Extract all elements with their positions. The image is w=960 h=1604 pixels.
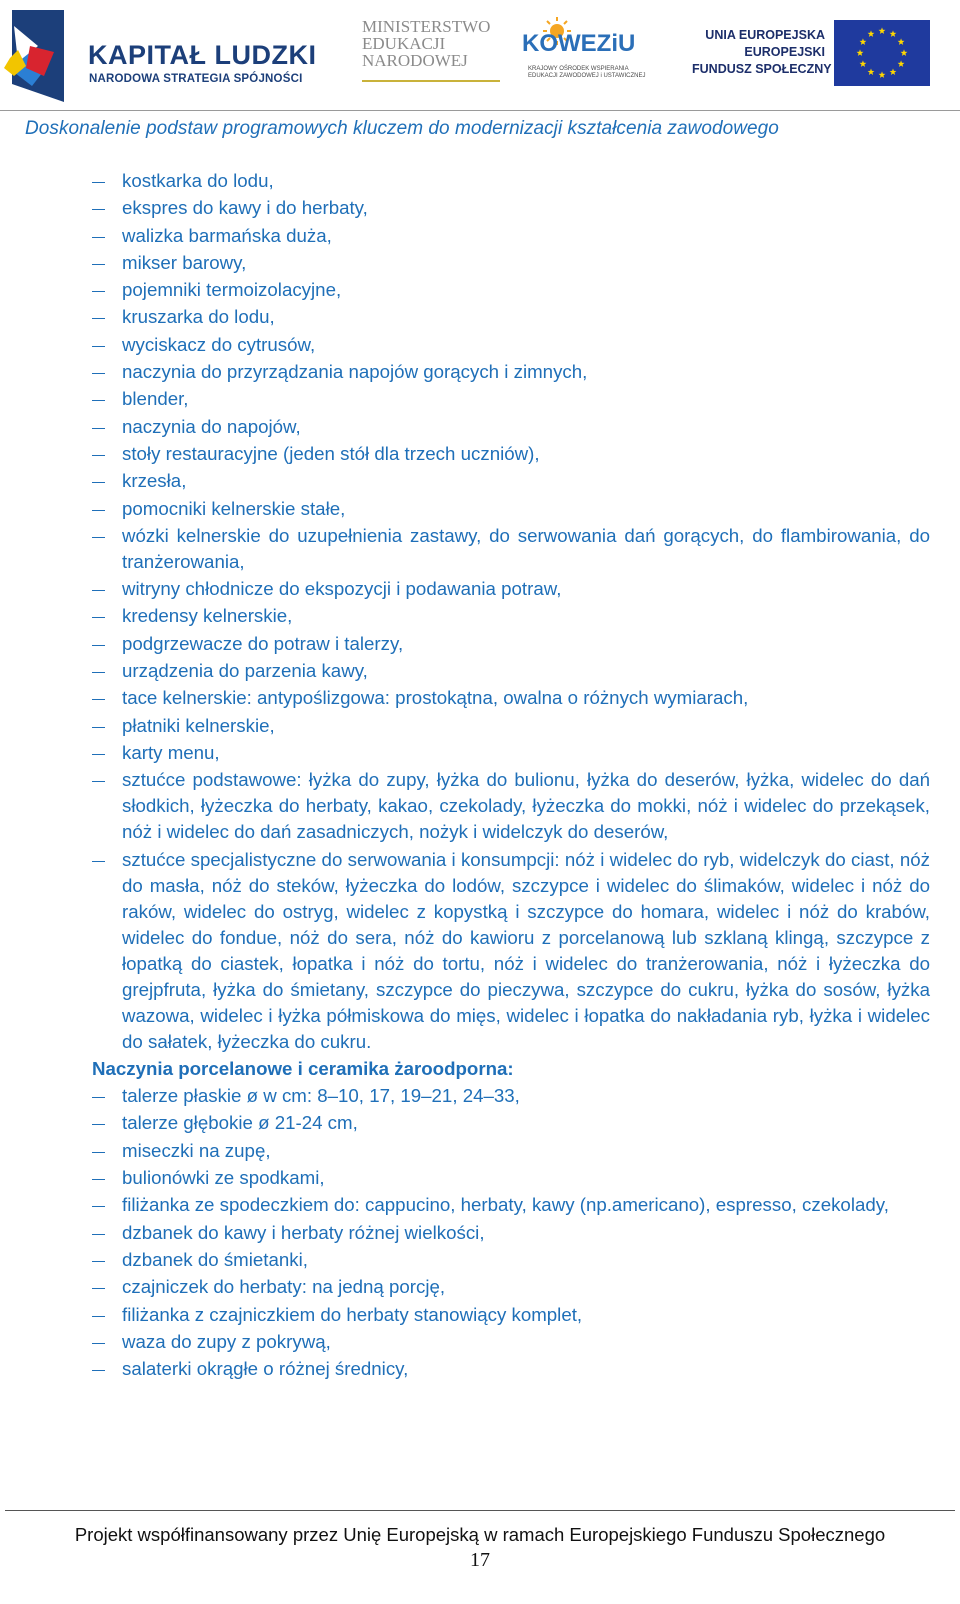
list-item-text: talerze głębokie ø 21-24 cm, xyxy=(122,1112,358,1134)
porcelain-list xyxy=(92,1083,930,1382)
list-item xyxy=(92,332,930,358)
list-item xyxy=(92,1302,930,1328)
list-item-text: bulionówki ze spodkami, xyxy=(122,1167,325,1189)
list-item-text: talerze płaskie ø w cm: 8–10, 17, 19–21, 24–33, xyxy=(122,1085,520,1107)
list-item-text: wyciskacz do cytrusów, xyxy=(122,333,316,355)
dash-bullet-icon xyxy=(92,400,105,401)
dash-bullet-icon xyxy=(92,373,105,374)
header-rule xyxy=(0,110,960,111)
dash-bullet-icon xyxy=(92,237,105,238)
list-item xyxy=(92,1356,930,1382)
ministerstwo-line2: EDUKACJI xyxy=(362,34,446,53)
list-item xyxy=(92,304,930,330)
ministerstwo-line1: MINISTERSTWO xyxy=(362,17,491,36)
list-item-text: płatniki kelnerskie, xyxy=(122,714,275,736)
dash-bullet-icon xyxy=(92,672,105,673)
dash-bullet-icon xyxy=(92,510,105,511)
header-title: Doskonalenie podstaw programowych kluczem do modernizacji kształcenia zawodowego xyxy=(25,118,779,139)
list-item-text: podgrzewacze do potraw i talerzy, xyxy=(122,632,404,654)
list-item-text: urządzenia do parzenia kawy, xyxy=(122,660,368,682)
list-item-text: krzesła, xyxy=(122,470,187,492)
list-item-text: stoły restauracyjne (jeden stół dla trzech uczniów), xyxy=(122,442,540,464)
list-item-text: kruszarka do lodu, xyxy=(122,306,275,328)
koweziu-logo xyxy=(522,20,646,92)
list-item xyxy=(92,1110,930,1136)
dash-bullet-icon xyxy=(92,1097,105,1098)
list-item-text: karty menu, xyxy=(122,741,220,763)
list-item-text: salaterki okrągłe o różnej średnicy, xyxy=(122,1358,409,1380)
dash-bullet-icon xyxy=(92,699,105,700)
list-item xyxy=(92,685,930,711)
list-item xyxy=(92,1138,930,1164)
list-item xyxy=(92,277,930,303)
list-item xyxy=(92,1165,930,1191)
unia-line3: FUNDUSZ SPOŁECZNY xyxy=(692,62,832,76)
list-item xyxy=(92,1220,930,1246)
dash-bullet-icon xyxy=(92,291,105,292)
dash-bullet-icon xyxy=(92,1234,105,1235)
kapital-ludzki-logo xyxy=(4,6,317,104)
ministerstwo-rule xyxy=(362,80,500,82)
list-item xyxy=(92,576,930,602)
list-item xyxy=(92,658,930,684)
list-item xyxy=(92,359,930,385)
list-item xyxy=(92,1192,930,1218)
kapital-ludzki-emblem-icon xyxy=(4,6,68,104)
page-number: 17 xyxy=(470,1549,490,1571)
list-item-text: pojemniki termoizolacyjne, xyxy=(122,279,342,301)
koweziu-sub1: KRAJOWY OŚRODEK WSPIERANIA xyxy=(528,66,629,72)
ministerstwo-line3: NARODOWEJ xyxy=(362,51,468,70)
list-item xyxy=(92,523,930,575)
dash-bullet-icon xyxy=(92,1152,105,1153)
list-item xyxy=(92,767,930,845)
list-item-text: kostkarka do lodu, xyxy=(122,170,274,191)
eu-flag-icon xyxy=(834,20,930,86)
list-item xyxy=(92,847,930,1055)
list-item-text: miseczki na zupę, xyxy=(122,1139,271,1161)
list-item-text: tace kelnerskie: antypoślizgowa: prostokątna, owalna o różnych wymiarach, xyxy=(122,687,749,709)
list-item-text: kredensy kelnerskie, xyxy=(122,605,293,627)
list-item-text: sztućce specjalistyczne do serwowania i konsumpcji: nóż i widelec do ryb, widelczyk do ciast, nóż do masła, nóż do steków, łyżeczka do lodów, szczypce i widelec do ślimaków, widelec i nóż do raków, widelec do ostryg, widelec z kopystką i szczypce do homara, widelec i nóż do krabów, widelec do fondue, nóż do sera, nóż do kawioru z porcelanową lub szklaną klingą, szczypce z łopatką do ciastek, łopatka i nóż do tortu, nóż i widelec do tranżerowania, nóż i łyżeczka do grejpfruta, łyżka do śmietany, szczypce do pieczywa, szczypce do cukru, łyżka do sosów, łyżka wazowa, widelec i łyżka półmiskowa do mięs, widelec i łopatka do nakładania ryb, łyżka i widelec do sałatek, łyżeczka do cukru. xyxy=(122,848,930,1052)
list-item xyxy=(92,1083,930,1109)
header-logos xyxy=(0,0,960,108)
list-item xyxy=(92,740,930,766)
equipment-list xyxy=(92,168,930,1055)
dash-bullet-icon xyxy=(92,428,105,429)
list-item xyxy=(92,1329,930,1355)
list-item xyxy=(92,386,930,412)
dash-bullet-icon xyxy=(92,590,105,591)
dash-bullet-icon xyxy=(92,617,105,618)
list-item xyxy=(92,713,930,739)
list-item-text: pomocniki kelnerskie stałe, xyxy=(122,497,346,519)
page-content xyxy=(92,168,930,1383)
koweziu-title: KOWEZiU xyxy=(522,30,636,57)
dash-bullet-icon xyxy=(92,781,105,782)
dash-bullet-icon xyxy=(92,754,105,755)
dash-bullet-icon xyxy=(92,318,105,319)
dash-bullet-icon xyxy=(92,209,105,210)
list-item-text: mikser barowy, xyxy=(122,251,247,273)
dash-bullet-icon xyxy=(92,182,105,183)
list-item-text: dzbanek do kawy i herbaty różnej wielkości, xyxy=(122,1221,485,1243)
list-item-text: czajniczek do herbaty: na jedną porcję, xyxy=(122,1276,446,1298)
list-item-text: blender, xyxy=(122,388,189,410)
list-item-text: walizka barmańska duża, xyxy=(122,224,332,246)
list-item-text: witryny chłodnicze do ekspozycji i podawania potraw, xyxy=(122,578,562,600)
list-item-text: ekspres do kawy i do herbaty, xyxy=(122,197,368,219)
unia-europejska-text xyxy=(692,27,832,78)
dash-bullet-icon xyxy=(92,455,105,456)
list-item-text: filiżanka z czajniczkiem do herbaty stanowiący komplet, xyxy=(122,1303,583,1325)
dash-bullet-icon xyxy=(92,1370,105,1371)
koweziu-subtitle xyxy=(528,66,645,80)
list-item xyxy=(92,603,930,629)
list-item-text: naczynia do przyrządzania napojów gorących i zimnych, xyxy=(122,361,588,383)
dash-bullet-icon xyxy=(92,645,105,646)
section-title: Naczynia porcelanowe i ceramika żaroodporna: xyxy=(92,1057,514,1079)
list-item xyxy=(92,223,930,249)
list-item xyxy=(92,631,930,657)
ministerstwo-logo xyxy=(362,18,502,88)
dash-bullet-icon xyxy=(92,482,105,483)
dash-bullet-icon xyxy=(92,861,105,862)
dash-bullet-icon xyxy=(92,1316,105,1317)
footer-rule xyxy=(5,1510,955,1511)
koweziu-sub2: EDUKACJI ZAWODOWEJ i USTAWICZNEJ xyxy=(528,73,646,79)
kapital-ludzki-subtitle: NARODOWA STRATEGIA SPÓJNOŚCI xyxy=(89,73,303,85)
list-item xyxy=(92,168,930,194)
list-item xyxy=(92,496,930,522)
dash-bullet-icon xyxy=(92,1179,105,1180)
list-item-text: filiżanka ze spodeczkiem do: cappucino, herbaty, kawy (np.americano), espresso, czekolady, xyxy=(122,1194,889,1216)
list-item-text: wózki kelnerskie do uzupełnienia zastawy, do serwowania dań gorących, do flambirowania, do tranżerowania, xyxy=(122,524,930,572)
unia-line1: UNIA EUROPEJSKA xyxy=(705,28,825,42)
dash-bullet-icon xyxy=(92,1261,105,1262)
list-item xyxy=(92,414,930,440)
list-item-text: naczynia do napojów, xyxy=(122,415,301,437)
dash-bullet-icon xyxy=(92,1124,105,1125)
dash-bullet-icon xyxy=(92,1206,105,1207)
list-item xyxy=(92,1274,930,1300)
list-item xyxy=(92,195,930,221)
dash-bullet-icon xyxy=(92,346,105,347)
list-item-text: dzbanek do śmietanki, xyxy=(122,1248,308,1270)
unia-line2: EUROPEJSKI xyxy=(744,45,825,59)
kapital-ludzki-title: KAPITAŁ LUDZKI xyxy=(88,40,317,70)
dash-bullet-icon xyxy=(92,537,105,538)
list-item-text: sztućce podstawowe: łyżka do zupy, łyżka do bulionu, łyżka do deserów, łyżka, widelec do dań słodkich, łyżeczka do herbaty, kakao, czekolady, łyżeczka do mokki, nóż i widelec do przekąsek, nóż i widelec do dań zasadniczych, nożyk i widelczyk do deserów, xyxy=(122,769,930,843)
list-item-text: waza do zupy z pokrywą, xyxy=(122,1330,331,1352)
dash-bullet-icon xyxy=(92,1288,105,1289)
dash-bullet-icon xyxy=(92,1343,105,1344)
dash-bullet-icon xyxy=(92,727,105,728)
list-item xyxy=(92,468,930,494)
list-item xyxy=(92,441,930,467)
dash-bullet-icon xyxy=(92,264,105,265)
list-item xyxy=(92,250,930,276)
footer-text: Projekt współfinansowany przez Unię Europejską w ramach Europejskiego Funduszu Społecznego xyxy=(74,1524,886,1545)
list-item xyxy=(92,1247,930,1273)
